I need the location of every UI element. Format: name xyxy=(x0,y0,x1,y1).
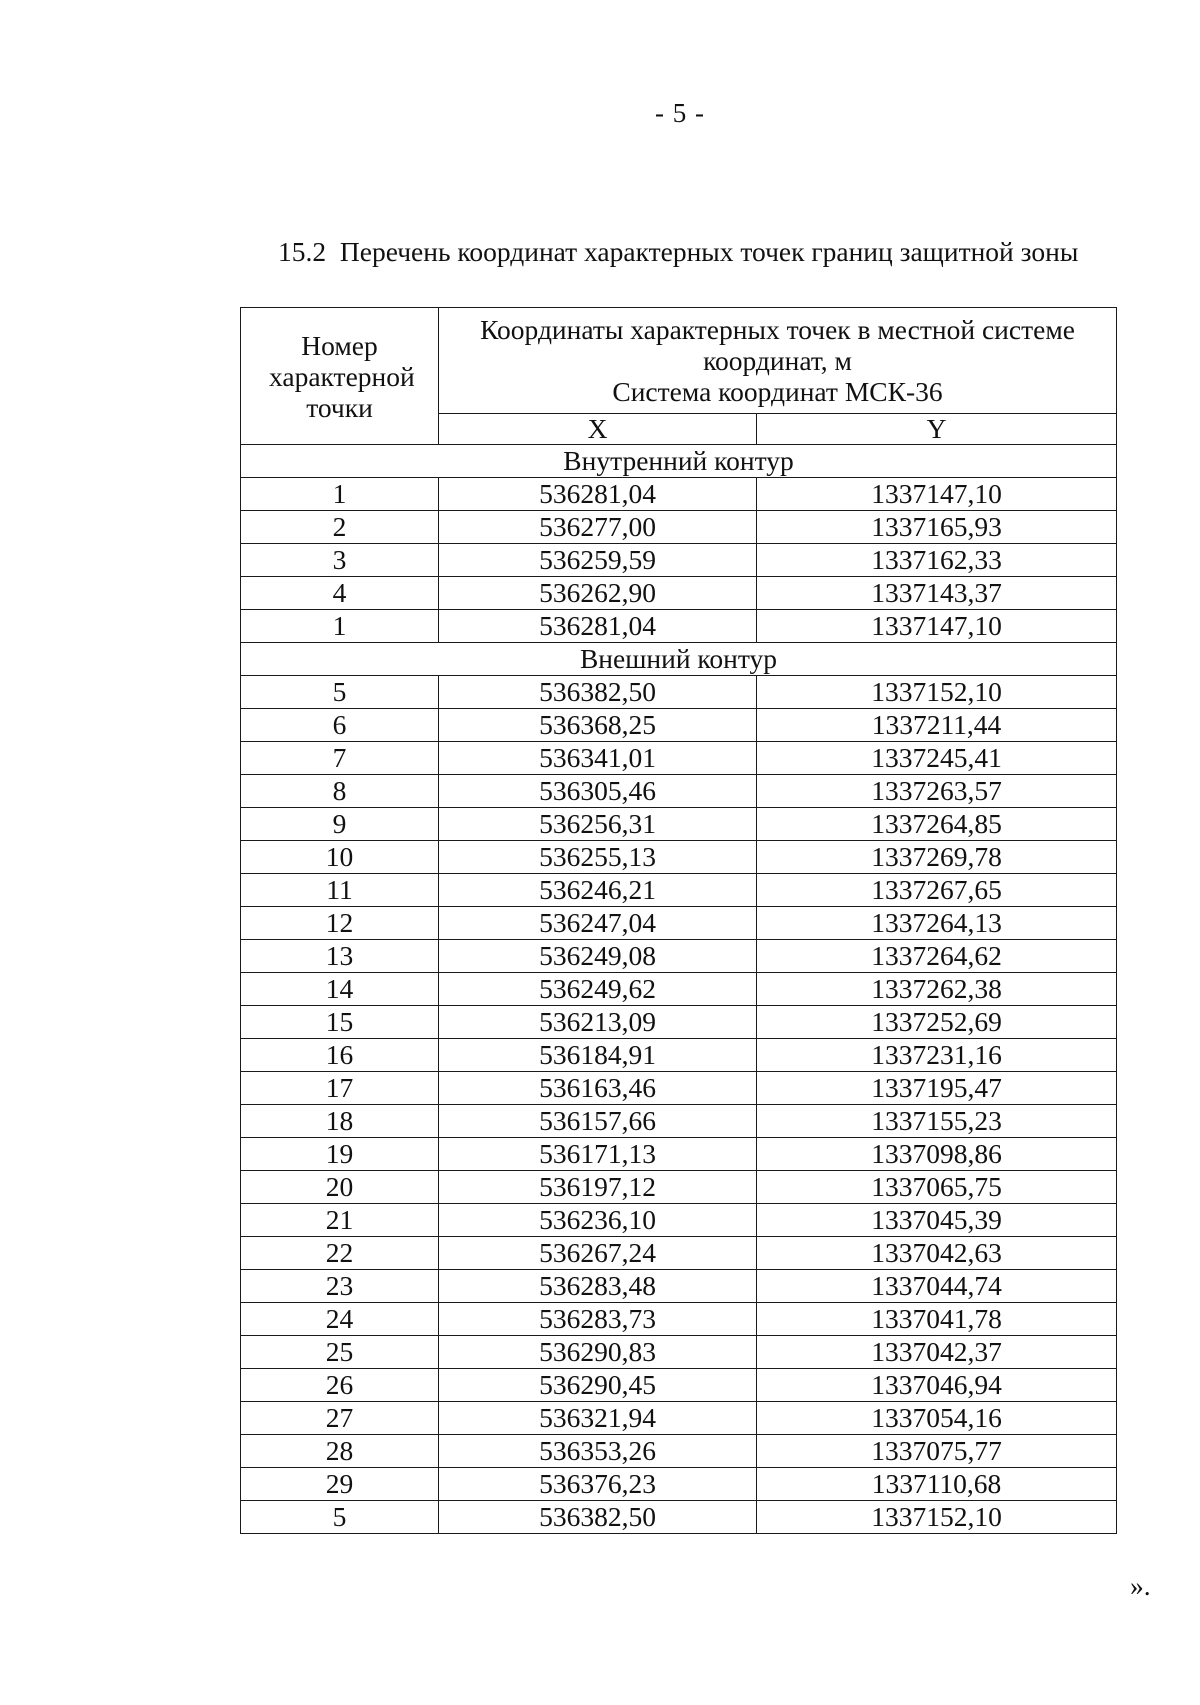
y-coordinate-cell: 1337195,47 xyxy=(757,1072,1117,1105)
point-number-cell: 8 xyxy=(241,775,439,808)
x-coordinate-cell: 536249,08 xyxy=(439,940,757,973)
y-coordinate-cell: 1337262,38 xyxy=(757,973,1117,1006)
header-x: X xyxy=(439,413,757,444)
y-coordinate-cell: 1337042,63 xyxy=(757,1237,1117,1270)
y-coordinate-cell: 1337252,69 xyxy=(757,1006,1117,1039)
table-row xyxy=(241,544,1117,577)
table-row xyxy=(241,973,1117,1006)
table-row xyxy=(241,1501,1117,1534)
table-row xyxy=(241,1138,1117,1171)
point-number-cell: 19 xyxy=(241,1138,439,1171)
x-coordinate-cell: 536259,59 xyxy=(439,544,757,577)
y-coordinate-cell: 1337264,13 xyxy=(757,907,1117,940)
point-number-cell: 14 xyxy=(241,973,439,1006)
table-row xyxy=(241,1006,1117,1039)
table-row xyxy=(241,1369,1117,1402)
table-body xyxy=(241,445,1117,1534)
point-number-cell: 12 xyxy=(241,907,439,940)
closing-quote: ». xyxy=(1130,1570,1151,1601)
x-coordinate-cell: 536341,01 xyxy=(439,742,757,775)
y-coordinate-cell: 1337054,16 xyxy=(757,1402,1117,1435)
table-row xyxy=(241,1435,1117,1468)
y-coordinate-cell: 1337075,77 xyxy=(757,1435,1117,1468)
x-coordinate-cell: 536281,04 xyxy=(439,478,757,511)
x-coordinate-cell: 536277,00 xyxy=(439,511,757,544)
y-coordinate-cell: 1337162,33 xyxy=(757,544,1117,577)
y-coordinate-cell: 1337147,10 xyxy=(757,610,1117,643)
y-coordinate-cell: 1337231,16 xyxy=(757,1039,1117,1072)
table-row xyxy=(241,511,1117,544)
point-number-cell: 25 xyxy=(241,1336,439,1369)
x-coordinate-cell: 536283,48 xyxy=(439,1270,757,1303)
point-number-cell: 23 xyxy=(241,1270,439,1303)
table-row xyxy=(241,1039,1117,1072)
point-number-cell: 3 xyxy=(241,544,439,577)
point-number-cell: 2 xyxy=(241,511,439,544)
point-number-cell: 17 xyxy=(241,1072,439,1105)
x-coordinate-cell: 536382,50 xyxy=(439,676,757,709)
y-coordinate-cell: 1337110,68 xyxy=(757,1468,1117,1501)
point-number-cell: 22 xyxy=(241,1237,439,1270)
x-coordinate-cell: 536321,94 xyxy=(439,1402,757,1435)
table-row xyxy=(241,1105,1117,1138)
y-coordinate-cell: 1337042,37 xyxy=(757,1336,1117,1369)
point-number-cell: 18 xyxy=(241,1105,439,1138)
table-row xyxy=(241,940,1117,973)
table-row xyxy=(241,676,1117,709)
x-coordinate-cell: 536376,23 xyxy=(439,1468,757,1501)
y-coordinate-cell: 1337264,85 xyxy=(757,808,1117,841)
y-coordinate-cell: 1337269,78 xyxy=(757,841,1117,874)
point-number-cell: 15 xyxy=(241,1006,439,1039)
x-coordinate-cell: 536249,62 xyxy=(439,973,757,1006)
y-coordinate-cell: 1337165,93 xyxy=(757,511,1117,544)
y-coordinate-cell: 1337245,41 xyxy=(757,742,1117,775)
point-number-cell: 24 xyxy=(241,1303,439,1336)
y-coordinate-cell: 1337041,78 xyxy=(757,1303,1117,1336)
point-number-cell: 10 xyxy=(241,841,439,874)
x-coordinate-cell: 536305,46 xyxy=(439,775,757,808)
table-row xyxy=(241,709,1117,742)
x-coordinate-cell: 536256,31 xyxy=(439,808,757,841)
x-coordinate-cell: 536255,13 xyxy=(439,841,757,874)
point-number-cell: 6 xyxy=(241,709,439,742)
x-coordinate-cell: 536290,45 xyxy=(439,1369,757,1402)
x-coordinate-cell: 536184,91 xyxy=(439,1039,757,1072)
point-number-cell: 1 xyxy=(241,478,439,511)
x-coordinate-cell: 536281,04 xyxy=(439,610,757,643)
header-point-number: Номер характерной точки xyxy=(241,308,439,445)
table-row xyxy=(241,1171,1117,1204)
point-number-cell: 16 xyxy=(241,1039,439,1072)
x-coordinate-cell: 536290,83 xyxy=(439,1336,757,1369)
point-number-cell: 29 xyxy=(241,1468,439,1501)
point-number-cell: 5 xyxy=(241,676,439,709)
header-coordinates-group: Координаты характерных точек в местной системе координат, м Система координат МСК-36 xyxy=(439,308,1117,414)
point-number-cell: 5 xyxy=(241,1501,439,1534)
section-title-cell: Внешний контур xyxy=(241,643,1117,676)
table-row xyxy=(241,841,1117,874)
x-coordinate-cell: 536163,46 xyxy=(439,1072,757,1105)
x-coordinate-cell: 536236,10 xyxy=(439,1204,757,1237)
x-coordinate-cell: 536157,66 xyxy=(439,1105,757,1138)
point-number-cell: 28 xyxy=(241,1435,439,1468)
y-coordinate-cell: 1337267,65 xyxy=(757,874,1117,907)
y-coordinate-cell: 1337147,10 xyxy=(757,478,1117,511)
y-coordinate-cell: 1337044,74 xyxy=(757,1270,1117,1303)
y-coordinate-cell: 1337046,94 xyxy=(757,1369,1117,1402)
x-coordinate-cell: 536283,73 xyxy=(439,1303,757,1336)
y-coordinate-cell: 1337098,86 xyxy=(757,1138,1117,1171)
x-coordinate-cell: 536262,90 xyxy=(439,577,757,610)
y-coordinate-cell: 1337263,57 xyxy=(757,775,1117,808)
page-number: - 5 - xyxy=(655,98,705,128)
x-coordinate-cell: 536382,50 xyxy=(439,1501,757,1534)
table-row xyxy=(241,1270,1117,1303)
section-header-row xyxy=(241,643,1117,676)
table-row xyxy=(241,577,1117,610)
x-coordinate-cell: 536353,26 xyxy=(439,1435,757,1468)
table-row xyxy=(241,610,1117,643)
table-row xyxy=(241,1237,1117,1270)
table-row xyxy=(241,1072,1117,1105)
table-row xyxy=(241,775,1117,808)
point-number-cell: 27 xyxy=(241,1402,439,1435)
y-coordinate-cell: 1337155,23 xyxy=(757,1105,1117,1138)
table-row xyxy=(241,808,1117,841)
point-number-cell: 9 xyxy=(241,808,439,841)
y-coordinate-cell: 1337264,62 xyxy=(757,940,1117,973)
table-row xyxy=(241,478,1117,511)
y-coordinate-cell: 1337143,37 xyxy=(757,577,1117,610)
x-coordinate-cell: 536368,25 xyxy=(439,709,757,742)
table-header xyxy=(241,308,1117,445)
y-coordinate-cell: 1337152,10 xyxy=(757,676,1117,709)
point-number-cell: 4 xyxy=(241,577,439,610)
table-row xyxy=(241,1336,1117,1369)
table-row xyxy=(241,874,1117,907)
x-coordinate-cell: 536267,24 xyxy=(439,1237,757,1270)
table-row xyxy=(241,907,1117,940)
point-number-cell: 1 xyxy=(241,610,439,643)
y-coordinate-cell: 1337211,44 xyxy=(757,709,1117,742)
point-number-cell: 7 xyxy=(241,742,439,775)
y-coordinate-cell: 1337152,10 xyxy=(757,1501,1117,1534)
point-number-cell: 13 xyxy=(241,940,439,973)
point-number-cell: 20 xyxy=(241,1171,439,1204)
x-coordinate-cell: 536246,21 xyxy=(439,874,757,907)
table-row xyxy=(241,1303,1117,1336)
point-number-cell: 26 xyxy=(241,1369,439,1402)
coordinates-table xyxy=(240,307,1117,1534)
table-row xyxy=(241,742,1117,775)
y-coordinate-cell: 1337065,75 xyxy=(757,1171,1117,1204)
point-number-cell: 21 xyxy=(241,1204,439,1237)
point-number-cell: 11 xyxy=(241,874,439,907)
section-title-cell: Внутренний контур xyxy=(241,445,1117,478)
y-coordinate-cell: 1337045,39 xyxy=(757,1204,1117,1237)
x-coordinate-cell: 536213,09 xyxy=(439,1006,757,1039)
x-coordinate-cell: 536247,04 xyxy=(439,907,757,940)
x-coordinate-cell: 536171,13 xyxy=(439,1138,757,1171)
section-header-row xyxy=(241,445,1117,478)
table-row xyxy=(241,1204,1117,1237)
table-row xyxy=(241,1402,1117,1435)
section-title: 15.2 Перечень координат характерных точек границ защитной зоны xyxy=(278,236,1079,267)
x-coordinate-cell: 536197,12 xyxy=(439,1171,757,1204)
header-y: Y xyxy=(757,413,1117,444)
table-row xyxy=(241,1468,1117,1501)
